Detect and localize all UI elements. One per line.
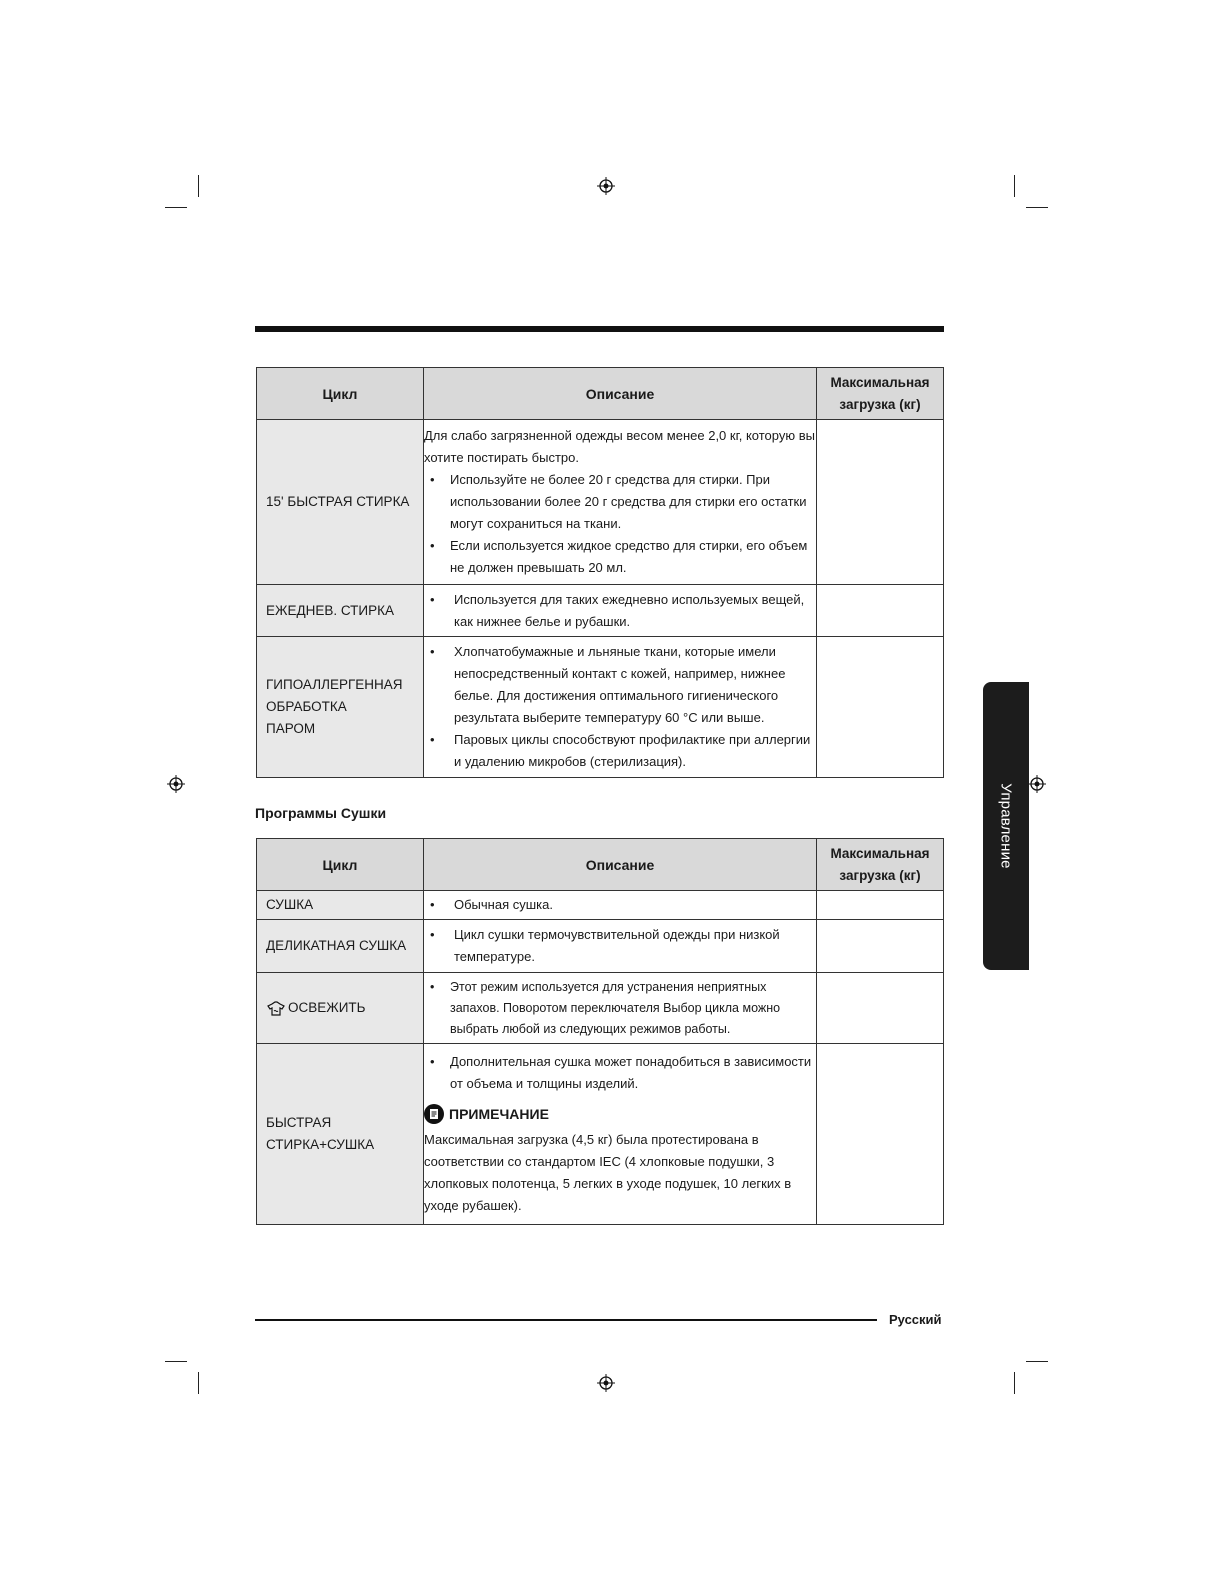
cycle-description: [424, 973, 817, 1044]
list-item: • Используется для таких ежедневно используемых вещей, как нижнее белье и рубашки.: [424, 589, 816, 633]
crop-mark: [198, 175, 199, 197]
max-load-cell: [817, 1044, 944, 1225]
crop-mark: [198, 1372, 199, 1394]
table-header-row: [257, 839, 944, 891]
header-max-load: Максимальная загрузка (кг): [817, 839, 944, 891]
list-item: • Обычная сушка.: [424, 894, 816, 916]
chapter-tab-label: Управление: [997, 783, 1015, 869]
table-row: [257, 637, 944, 778]
max-load-cell: [817, 637, 944, 778]
cycle-name: БЫСТРАЯ СТИРКА+СУШКА: [257, 1044, 424, 1225]
registration-mark-icon: [597, 1374, 615, 1392]
cycle-name-cell: [257, 973, 424, 1044]
registration-mark-icon: [167, 775, 185, 793]
list-item: • Если используется жидкое средство для стирки, его объем не должен превышать 20 мл.: [424, 535, 816, 579]
cycle-name: ГИПОАЛЛЕРГЕННАЯ ОБРАБОТКА ПАРОМ: [257, 637, 424, 778]
crop-mark: [165, 207, 187, 208]
drying-cycles-table: [256, 838, 944, 1225]
header-rule: [255, 326, 944, 332]
shirt-steam-icon: [266, 1000, 286, 1016]
cycle-name: 15' БЫСТРАЯ СТИРКА: [257, 420, 424, 585]
list-item: • Паровых циклы способствуют профилактике при аллергии и удалению микробов (стерилизация).: [424, 729, 816, 773]
max-load-cell: [817, 891, 944, 920]
description-intro: Для слабо загрязненной одежды весом менее 2,0 кг, которую вы хотите постирать быстро.: [424, 428, 815, 465]
list-item: • Цикл сушки термочувствительной одежды при низкой температуре.: [424, 924, 816, 968]
cycle-description: [424, 891, 817, 920]
max-load-cell: [817, 920, 944, 973]
crop-mark: [1026, 1361, 1048, 1362]
bullet-list: [424, 924, 816, 968]
note-icon: [424, 1104, 444, 1124]
list-item: • Этот режим используется для устранения неприятных запахов. Поворотом переключателя Выбор цикла можно выбрать любой из следующих режимов работы.: [424, 977, 816, 1040]
crop-mark: [1014, 175, 1015, 197]
bullet-list: [424, 641, 816, 773]
footer-language: Русский: [889, 1312, 942, 1327]
list-item: • Хлопчатобумажные и льняные ткани, которые имели непосредственный контакт с кожей, например, нижнее белье. Для достижения оптимального гигиенического результата выберите температуру 60 °C или выше.: [424, 641, 816, 729]
chapter-tab: [983, 682, 1029, 970]
cycle-description: [424, 1044, 817, 1225]
washing-cycles-table: [256, 367, 944, 778]
crop-mark: [165, 1361, 187, 1362]
bullet-list: [424, 469, 816, 579]
note-text: Максимальная загрузка (4,5 кг) была протестирована в соответствии со стандартом IEC (4 хлопковые подушки, 3 хлопковых полотенца, 5 легких в уходе подушек, 10 легких в уходе рубашек).: [424, 1132, 792, 1213]
max-load-cell: [817, 585, 944, 637]
max-load-cell: [817, 420, 944, 585]
bullet-list: [424, 1051, 816, 1095]
table-row: [257, 973, 944, 1044]
table-row: [257, 585, 944, 637]
header-description: Описание: [424, 839, 817, 891]
header-description: Описание: [424, 368, 817, 420]
list-item: • Дополнительная сушка может понадобиться в зависимости от объема и толщины изделий.: [424, 1051, 816, 1095]
table-row: [257, 420, 944, 585]
cycle-name: СУШКА: [257, 891, 424, 920]
cycle-description: [424, 920, 817, 973]
cycle-name: ДЕЛИКАТНАЯ СУШКА: [257, 920, 424, 973]
header-cycle: Цикл: [257, 839, 424, 891]
bullet-list: [424, 894, 816, 916]
bullet-list: [424, 589, 816, 633]
table-row: [257, 920, 944, 973]
crop-mark: [1026, 207, 1048, 208]
table-row: [257, 1044, 944, 1225]
table-row: [257, 891, 944, 920]
registration-mark-icon: [597, 177, 615, 195]
header-cycle: Цикл: [257, 368, 424, 420]
registration-mark-icon: [1028, 775, 1046, 793]
note-title: ПРИМЕЧАНИЕ: [449, 1106, 549, 1122]
note-heading: [424, 1103, 816, 1125]
list-item: • Используйте не более 20 г средства для стирки. При использовании более 20 г средства для стирки его остатки могут сохраниться на ткани.: [424, 469, 816, 535]
cycle-description: [424, 585, 817, 637]
cycle-description: [424, 420, 817, 585]
cycle-description: [424, 637, 817, 778]
section-title: Программы Сушки: [255, 805, 387, 821]
header-max-load: Максимальная загрузка (кг): [817, 368, 944, 420]
cycle-name: ЕЖЕДНЕВ. СТИРКА: [257, 585, 424, 637]
footer-rule: [255, 1319, 877, 1321]
bullet-list: [424, 977, 816, 1040]
crop-mark: [1014, 1372, 1015, 1394]
max-load-cell: [817, 973, 944, 1044]
cycle-name: ОСВЕЖИТЬ: [288, 1000, 366, 1015]
table-header-row: [257, 368, 944, 420]
